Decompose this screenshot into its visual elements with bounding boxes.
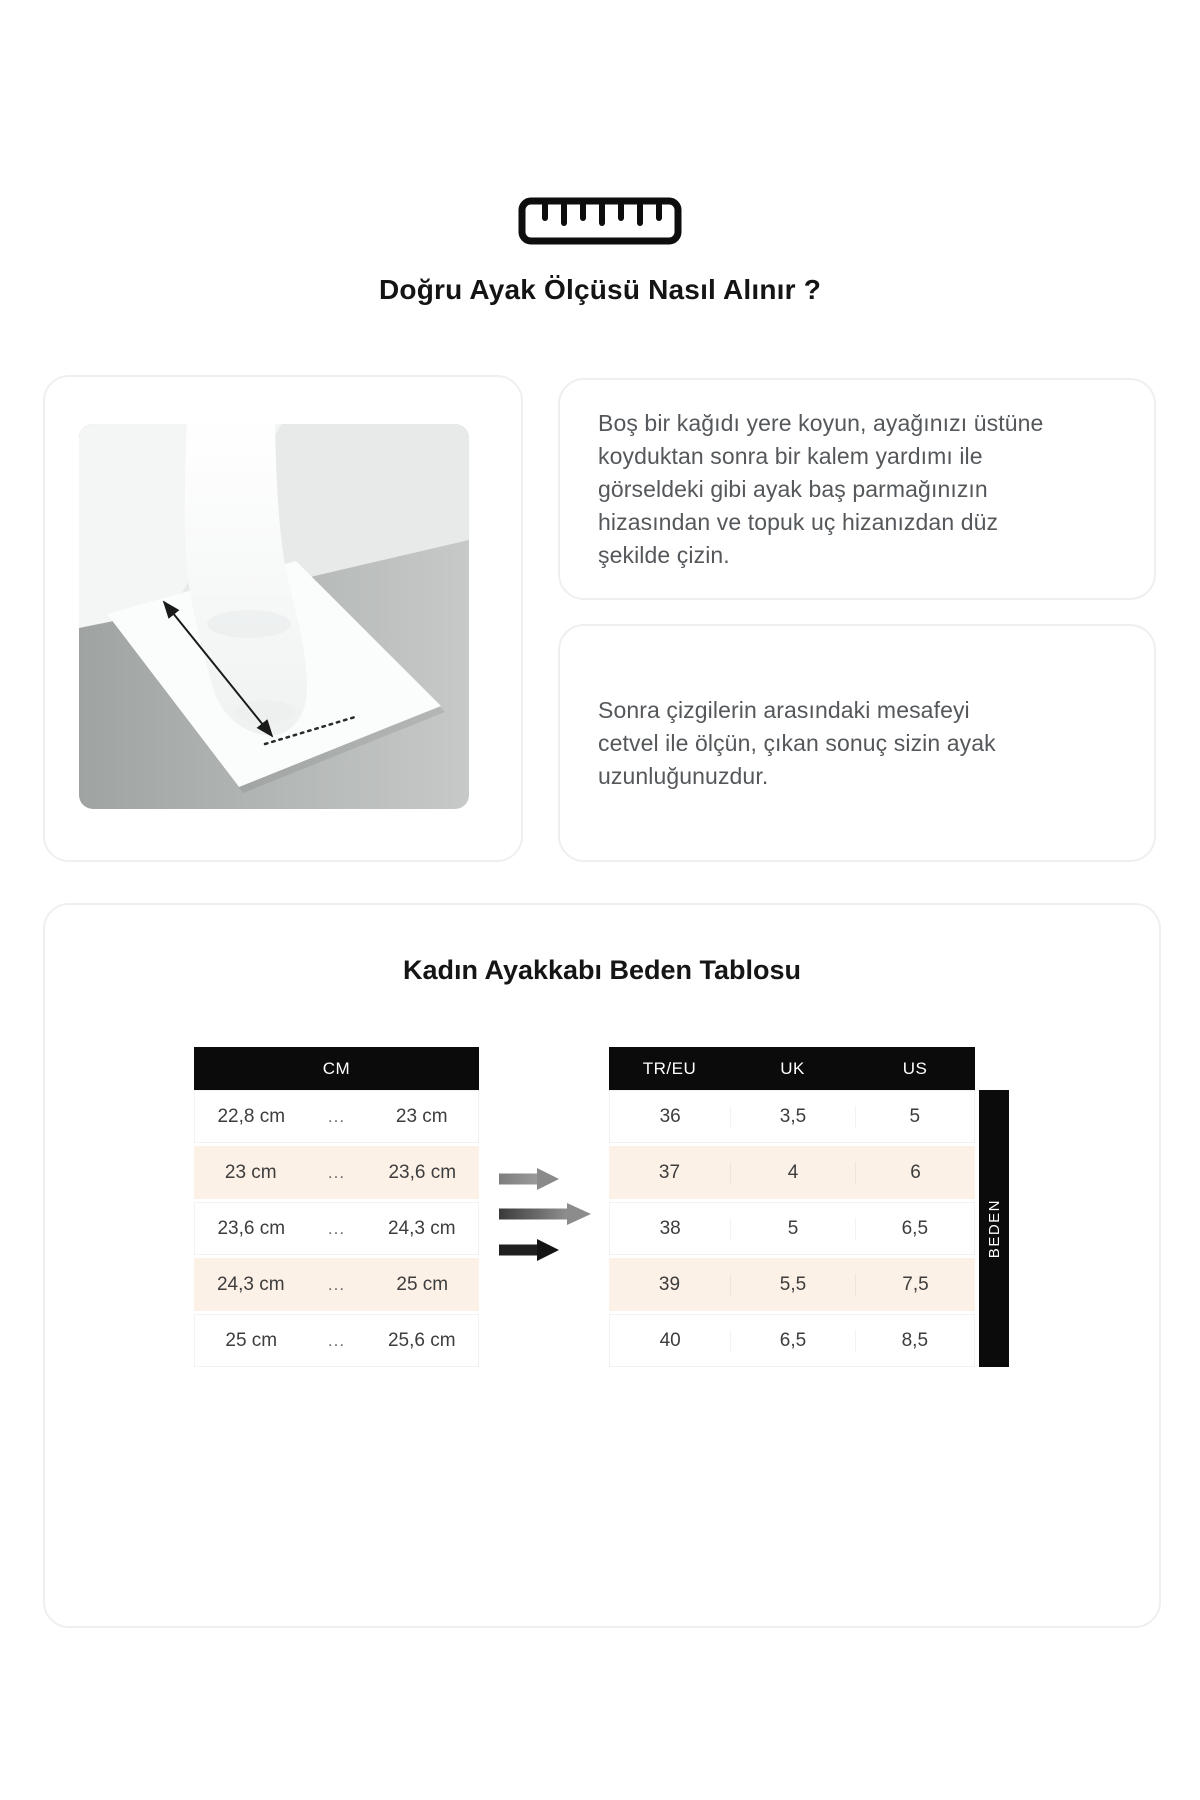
table-row: 23 cm ... 23,6 cm xyxy=(194,1146,479,1199)
header-tr-eu: TR/EU xyxy=(642,1058,697,1078)
table-row: 39 5,5 7,5 xyxy=(609,1258,975,1311)
table-row: 36 3,5 5 xyxy=(609,1090,975,1143)
table-row: 24,3 cm ... 25 cm xyxy=(194,1258,479,1311)
table-row: 40 6,5 8,5 xyxy=(609,1314,975,1367)
range-separator: ... xyxy=(327,1274,346,1294)
range-separator: ... xyxy=(327,1218,346,1238)
range-separator: ... xyxy=(327,1106,346,1126)
size-chart-card xyxy=(43,903,1161,1628)
instruction-step-2: Sonra çizgilerin arasındaki mesafeyi cetvel ile ölçün, çıkan sonuç sizin ayak uzunluğunuzdur. xyxy=(598,696,996,789)
arrow-right-short-black xyxy=(499,1239,559,1261)
range-separator: ... xyxy=(327,1162,346,1182)
conversion-arrows-icon xyxy=(497,1162,597,1267)
beden-side-bar xyxy=(979,1090,1009,1367)
header-us: US xyxy=(902,1058,928,1078)
arrow-right-long-gradient xyxy=(499,1203,591,1225)
size-conversion-table xyxy=(609,1047,975,1370)
instruction-step-1: Boş bir kağıdı yere koyun, ayağınızı üstüne koyduktan sonra bir kalem yardımı ile görseldeki gibi ayak baş parmağınızın hizasından ve topuk uç hizanızdan düz şekilde çizin. xyxy=(598,409,1044,568)
foot-measure-photo-card xyxy=(43,375,523,862)
size-chart-title: Kadın Ayakkabı Beden Tablosu xyxy=(402,955,802,985)
table-row: 37 4 6 xyxy=(609,1146,975,1199)
table-row: 23,6 cm ... 24,3 cm xyxy=(194,1202,479,1255)
page-title: Doğru Ayak Ölçüsü Nasıl Alınır ? xyxy=(378,274,822,305)
arrow-right-short-gray xyxy=(499,1168,559,1190)
instruction-card-1 xyxy=(558,378,1156,600)
size-table-header xyxy=(609,1047,975,1090)
range-separator: ... xyxy=(327,1330,346,1350)
header-uk: UK xyxy=(780,1058,805,1078)
beden-label: BEDEN xyxy=(985,1198,1003,1259)
cm-table-header: CM xyxy=(194,1047,479,1090)
table-row: 22,8 cm ... 23 cm xyxy=(194,1090,479,1143)
ruler-icon xyxy=(0,196,1200,246)
table-row: 25 cm ... 25,6 cm xyxy=(194,1314,479,1367)
cm-table xyxy=(194,1047,479,1370)
table-row: 38 5 6,5 xyxy=(609,1202,975,1255)
instruction-card-2 xyxy=(558,624,1156,862)
foot-measure-photo xyxy=(79,424,469,809)
